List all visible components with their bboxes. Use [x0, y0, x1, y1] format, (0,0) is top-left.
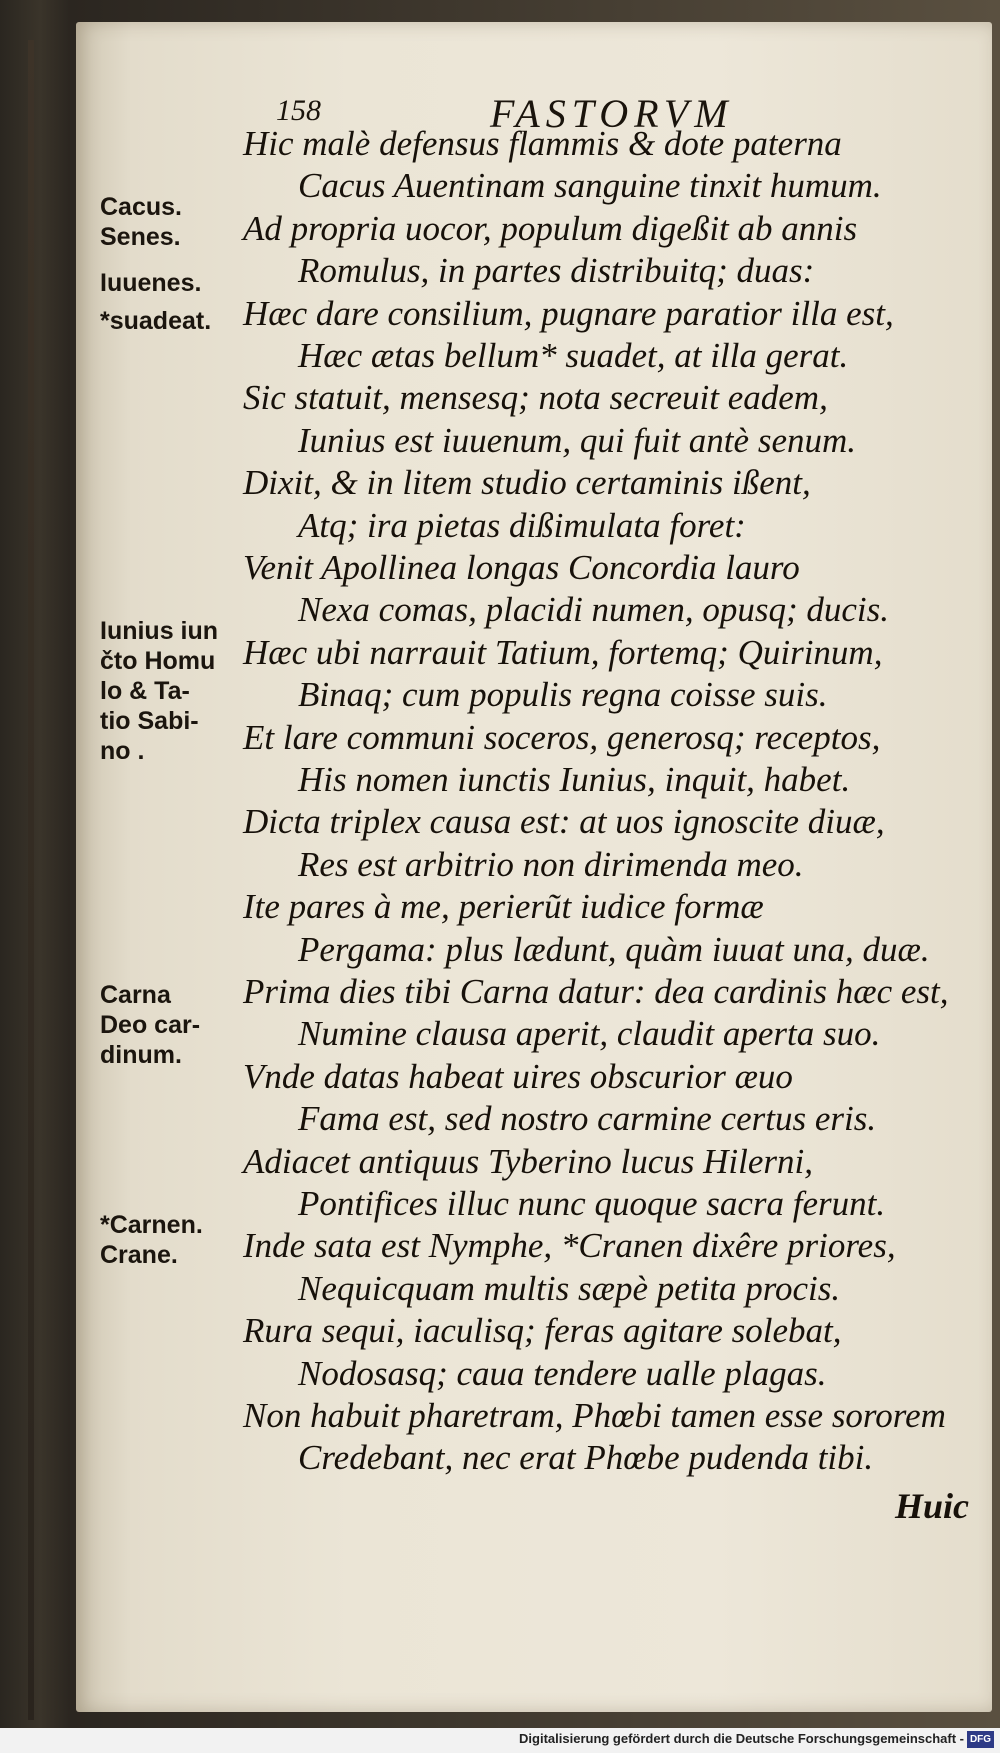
- margin-note-cacus: Cacus. Senes.: [100, 193, 182, 251]
- verse-line-pentameter: Res est arbitrio non dirimenda meo.: [298, 844, 804, 884]
- footer-credit: Digitalisierung gefördert durch die Deutsche Forschungsgemeinschaft -: [519, 1731, 964, 1746]
- verse-line-pentameter: Hæc ætas bellum* suadet, at illa gerat.: [298, 336, 849, 375]
- verse-line-pentameter: Pergama: plus lædunt, quàm iuuat una, duæ.: [298, 929, 930, 969]
- verse-line-pentameter: Iunius est iuuenum, qui fuit antè senum.: [298, 420, 857, 460]
- margin-note-iunius: Iunius iun čto Homu lo & Ta- tio Sabi- no .: [100, 617, 219, 765]
- binding-edge: [28, 40, 34, 1720]
- running-head-title: FASTORVM: [490, 91, 734, 136]
- page-number: 158: [276, 94, 321, 127]
- verse-line-pentameter: Binaq; cum populis regna coisse suis.: [298, 675, 828, 715]
- margin-note-suadeat: *suadeat.: [100, 307, 212, 335]
- verse-line-hexameter: Dixit, & in litem studio certaminis ißent,: [243, 463, 811, 503]
- verse-line-pentameter: Cacus Auentinam sanguine tinxit humum.: [298, 166, 882, 206]
- verse-line-pentameter: Fama est, sed nostro carmine certus eris.: [298, 1099, 877, 1139]
- verse-line-hexameter: Rura sequi, iaculisq; feras agitare solebat,: [243, 1311, 842, 1351]
- margin-note-iuuenes: Iuuenes.: [100, 269, 202, 297]
- dfg-logo: DFG: [967, 1731, 994, 1748]
- verse-line-pentameter: Credebant, nec erat Phœbe pudenda tibi.: [298, 1438, 874, 1478]
- verse-line-pentameter: Numine clausa aperit, claudit aperta suo.: [298, 1014, 881, 1054]
- verse-line-pentameter: Romulus, in partes distribuitq; duas:: [298, 251, 815, 291]
- verse-line-hexameter: Adiacet antiquus Tyberino lucus Hilerni,: [243, 1141, 813, 1181]
- verse-line-hexameter: Vnde datas habeat uires obscurior æuo: [243, 1056, 793, 1096]
- verse-line-hexameter: Ad propria uocor, populum digeßit ab annis: [243, 208, 858, 248]
- verse-line-hexameter: Venit Apollinea longas Concordia lauro: [243, 548, 800, 587]
- verse-line-hexameter: Non habuit pharetram, Phœbi tamen esse sororem: [243, 1396, 946, 1435]
- margin-note-carnen: *Carnen. Crane.: [100, 1211, 203, 1269]
- margin-note-carna: Carna Deo car- dinum.: [100, 981, 201, 1069]
- verse-line-pentameter: Nodosasq; caua tendere ualle plagas.: [298, 1353, 827, 1393]
- verse-line-pentameter: Nexa comas, placidi numen, opusq; ducis.: [298, 590, 890, 630]
- verse-line-hexameter: Ite pares à me, perierũt iudice formæ: [243, 887, 764, 927]
- verse-line-hexameter: Hæc ubi narrauit Tatium, fortemq; Quirinum,: [243, 632, 883, 672]
- verse-line-hexameter: Sic statuit, mensesq; nota secreuit eadem,: [243, 378, 828, 418]
- verse-line-pentameter: His nomen iunctis Iunius, inquit, habet.: [298, 760, 851, 799]
- verse-line-hexameter: Et lare communi soceros, generosq; receptos,: [243, 717, 881, 757]
- verse-line-hexameter: Prima dies tibi Carna datur: dea cardinis hæc est,: [243, 972, 949, 1011]
- verse-line-hexameter: Hæc dare consilium, pugnare paratior illa est,: [243, 293, 894, 333]
- verse-line-pentameter: Pontifices illuc nunc quoque sacra ferunt.: [298, 1184, 886, 1223]
- verse-line-hexameter: Inde sata est Nymphe, *Cranen dixêre priores,: [243, 1226, 896, 1266]
- verse-line-pentameter: Nequicquam multis sæpè petita procis.: [298, 1268, 841, 1308]
- verse-line-pentameter: Atq; ira pietas dißimulata foret:: [298, 505, 746, 545]
- verse-line-hexameter: Dicta triplex causa est: at uos ignoscite diuæ,: [243, 802, 885, 842]
- catchword: Huic: [895, 1486, 970, 1526]
- verse-line-hexameter: Hic malè defensus flammis & dote paterna: [243, 124, 842, 163]
